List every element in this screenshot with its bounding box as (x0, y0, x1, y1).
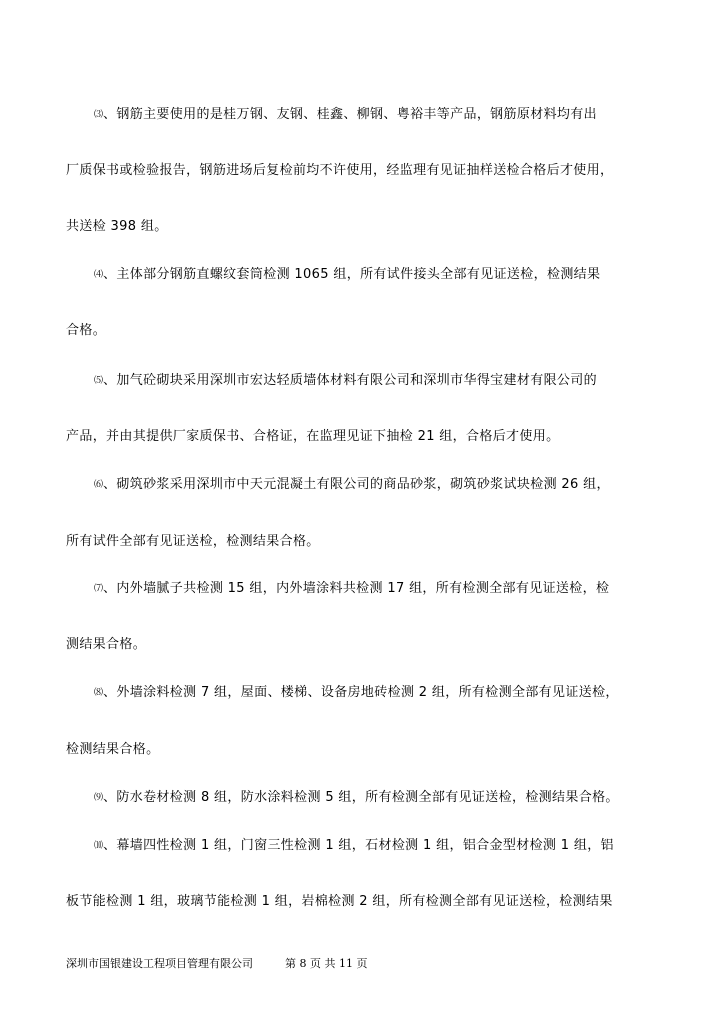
paragraph-4-line-2: 合格。 (66, 323, 107, 338)
paragraph-9-text: 、防水卷材检测 8 组，防水涂料检测 5 组，所有检测全部有见证送检，检测结果合格。 (103, 790, 619, 805)
paragraph-8-text: 、外墙涂料检测 7 组，屋面、楼梯、设备房地砖检测 2 组，所有检测全部有见证送检， (103, 685, 619, 700)
paragraph-6-line-1 (94, 476, 669, 494)
paragraph-9-marker: ⑼ (94, 793, 104, 803)
paragraph-3-text: 、钢筋主要使用的是桂万钢、友钢、桂鑫、柳钢、粤裕丰等产品，钢筋原材料均有出 (103, 107, 597, 122)
paragraph-7-marker: ⑺ (94, 584, 104, 594)
paragraph-10-text: 、幕墙四性检测 1 组，门窗三性检测 1 组，石材检测 1 组，铝合金型材检测 1 组，铝 (103, 838, 614, 853)
paragraph-7-line-2: 测结果合格。 (66, 637, 147, 652)
paragraph-5-text: 、加气砼砌块采用深圳市宏达轻质墙体材料有限公司和深圳市华得宝建材有限公司的 (103, 373, 597, 388)
paragraph-8-line-2: 检测结果合格。 (66, 742, 160, 757)
paragraph-8-line-1 (94, 684, 669, 702)
footer-page-number: 第 8 页 共 11 页 (285, 957, 368, 970)
paragraph-6-marker: ⑹ (94, 480, 104, 490)
paragraph-10-line-1 (94, 837, 669, 855)
paragraph-5-marker: ⑸ (94, 376, 104, 386)
paragraph-10-line-2: 板节能检测 1 组，玻璃节能检测 1 组，岩棉检测 2 组，所有检测全部有见证送检，检测结果 (66, 894, 613, 909)
paragraph-10-marker: ⑽ (94, 841, 104, 851)
paragraph-4-text: 、主体部分钢筋直螺纹套筒检测 1065 组，所有试件接头全部有见证送检，检测结果 (103, 267, 601, 282)
paragraph-7-line-1 (94, 580, 669, 598)
paragraph-4-line-1 (94, 266, 669, 284)
paragraph-3-line-1 (94, 106, 669, 124)
paragraph-3-marker: ⑶ (94, 110, 104, 120)
paragraph-4-marker: ⑷ (94, 270, 104, 280)
paragraph-9-line-1 (94, 789, 669, 807)
paragraph-5-line-2: 产品，并由其提供厂家质保书、合格证，在监理见证下抽检 21 组，合格后才使用。 (66, 429, 560, 444)
paragraph-8-marker: ⑻ (94, 688, 104, 698)
paragraph-3-line-3: 共送检 398 组。 (66, 219, 168, 234)
paragraph-6-text: 、砌筑砂浆采用深圳市中天元混凝土有限公司的商品砂浆，砌筑砂浆试块检测 26 组， (103, 477, 610, 492)
paragraph-3-line-2: 厂质保书或检验报告，钢筋进场后复检前均不许使用，经监理有见证抽样送检合格后才使用， (66, 163, 614, 178)
paragraph-7-text: 、内外墙腻子共检测 15 组，内外墙涂料共检测 17 组，所有检测全部有见证送检，检 (103, 581, 610, 596)
paragraph-6-line-2: 所有试件全部有见证送检，检测结果合格。 (66, 534, 320, 549)
paragraph-5-line-1 (94, 372, 669, 390)
footer-company-name: 深圳市国银建设工程项目管理有限公司 (66, 957, 253, 970)
